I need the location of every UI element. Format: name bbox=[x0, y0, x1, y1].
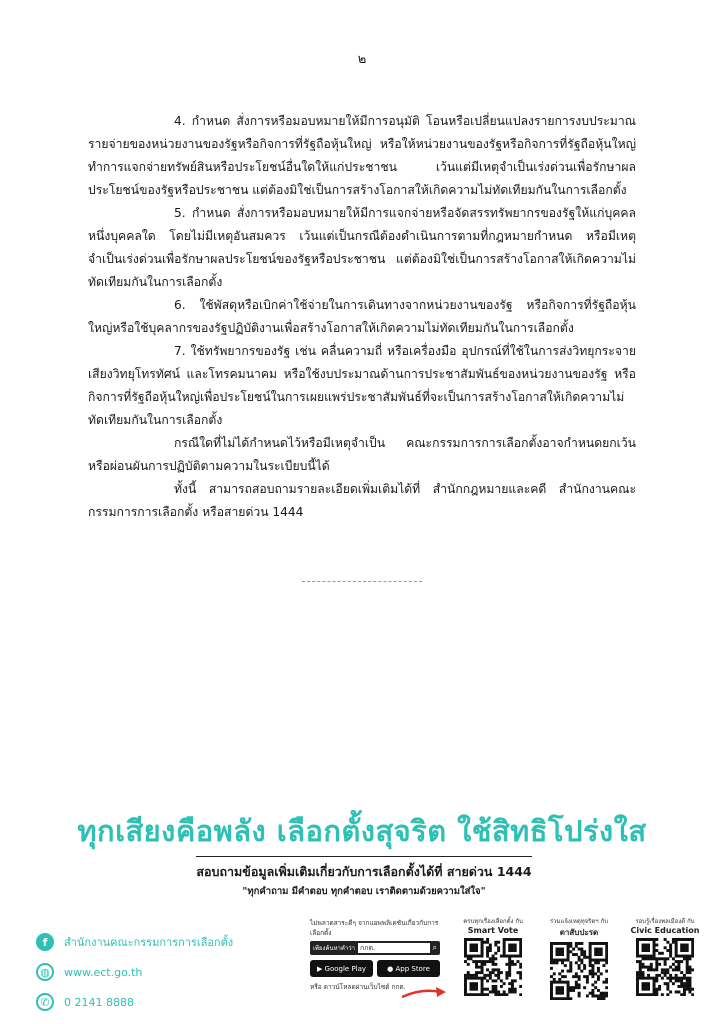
arrow-right-icon bbox=[400, 986, 448, 1000]
campaign-slogan: ทุกเสียงคือพลัง เลือกตั้งสุจริต ใช้สิทธิโปร่งใส bbox=[77, 814, 647, 848]
app-download-block bbox=[310, 918, 440, 992]
contact-list bbox=[36, 928, 233, 1018]
app-store-button[interactable] bbox=[377, 960, 440, 977]
paragraph-item-5: 5. กำหนด สั่งการหรือมอบหมายให้มีการแจกจ่ายหรือจัดสรรทรัพยากรของรัฐให้แก่บุคคลหนึ่งบุคคลใด โดยไม่มีเหตุอันสมควร เว้นแต่เป็นกรณีต้องดำเนินการตามที่กฎหมายกำหนด หรือมีเหตุจำเป็นเร่งด่วนเพื่อรักษาผลประโยชน์ของรัฐหรือประชาชน แต่ต้องมิใช่เป็นการสร้างโอกาสให้เกิดความไม่ทัดเทียมกันในการเลือกตั้ง bbox=[88, 206, 636, 289]
qr-app-name: ตาสับปะรด bbox=[559, 928, 599, 937]
qr-civic-education[interactable] bbox=[620, 918, 710, 996]
paragraph-exemption: กรณีใดที่ไม่ได้กำหนดไว้หรือมีเหตุจำเป็น คณะกรรมการการเลือกตั้งอาจกำหนดยกเว้นหรือผ่อนผันการปฏิบัติตามความในระเบียบนี้ได้ bbox=[88, 436, 636, 473]
store-buttons bbox=[310, 960, 440, 977]
app-search-input[interactable]: กกต. bbox=[358, 943, 430, 953]
download-caption: ไม่พลาดสาระดีๆ จากแอพพลิเคชันเกี่ยวกับการเลือกตั้ง bbox=[310, 919, 439, 937]
contact-facebook[interactable] bbox=[36, 928, 233, 956]
apple-icon: ● bbox=[387, 964, 396, 973]
facebook-icon: f bbox=[36, 933, 54, 951]
paragraph-item-7: 7. ใช้ทรัพยากรของรัฐ เช่น คลื่นความถี่ หรือเครื่องมือ อุปกรณ์ที่ใช้ในการส่งวิทยุกระจายเสียงวิทยุโทรทัศน์ และโทรคมนาคม หรือใช้งบประมาณด้านการประชาสัมพันธ์ของหน่วยงานของรัฐ หรือกิจการที่รัฐถือหุ้นใหญ่เพื่อประโยชน์ในการเผยแพร่ประชาสัมพันธ์ที่จะเป็นการสร้างโอกาสให้เกิดความไม่ทัดเทียมกันในการเลือกตั้ง bbox=[88, 344, 636, 427]
qr-app-name: Civic Education bbox=[630, 926, 700, 935]
hotline-quote: "ทุกคำถาม มีคำตอบ ทุกคำตอบ เราติดตามด้วยความใส่ใจ" bbox=[242, 886, 486, 897]
qr-smart-vote[interactable] bbox=[448, 918, 538, 996]
qr-code bbox=[636, 938, 694, 996]
contact-website[interactable] bbox=[36, 958, 233, 986]
qr-code bbox=[550, 942, 608, 1000]
download-web-text: หรือ ดาวน์โหลดผ่านเว็บไซต์ กกต. bbox=[310, 983, 406, 991]
qr-title: ครบทุกเรื่องเลือกตั้ง กับ bbox=[463, 918, 523, 925]
contact-phone[interactable] bbox=[36, 988, 233, 1016]
google-play-icon: ▶ bbox=[316, 964, 325, 973]
app-search-bar[interactable] bbox=[310, 941, 440, 955]
phone-icon: ✆ bbox=[36, 993, 54, 1011]
paragraph-item-6: 6. ใช้พัสดุหรือเบิกค่าใช้จ่ายในการเดินทางจากหน่วยงานของรัฐ หรือกิจการที่รัฐถือหุ้นใหญ่หรือใช้บุคลากรของรัฐปฏิบัติงานเพื่อสร้างโอกาสให้เกิดความไม่ทัดเทียมกันในการเลือกตั้ง bbox=[88, 298, 636, 335]
contact-facebook-text: สำนักงานคณะกรรมการการเลือกตั้ง bbox=[64, 936, 234, 949]
page-number: ๒ bbox=[357, 52, 367, 67]
search-icon: ⌕ bbox=[432, 943, 437, 952]
paragraph-contact: ทั้งนี้ สามารถสอบถามรายละเอียดเพิ่มเติมได้ที่ สำนักกฎหมายและคดี สำนักงานคณะกรรมการการเลือกตั้ง หรือสายด่วน 1444 bbox=[88, 482, 636, 519]
google-play-button[interactable] bbox=[310, 960, 373, 977]
contact-phone-text: 0 2141 8888 bbox=[64, 995, 134, 1009]
paragraph-item-4: 4. กำหนด สั่งการหรือมอบหมายให้มีการอนุมัติ โอนหรือเปลี่ยนแปลงรายการงบประมาณรายจ่ายของหน่วยงานของรัฐหรือกิจการที่รัฐถือหุ้นใหญ่ หรือให้หน่วยงานของรัฐหรือกิจการที่รัฐถือหุ้นใหญ่ทำการแจกจ่ายทรัพย์สินหรือประโยชน์อื่นใดให้แก่ประชาชน เว้นแต่มีเหตุจำเป็นเร่งด่วนเพื่อรักษาผลประโยชน์ของรัฐหรือประชาชน แต่ต้องมิใช่เป็นการสร้างโอกาสให้เกิดความไม่ทัดเทียมกันในการเลือกตั้ง bbox=[88, 114, 636, 197]
contact-website-text: www.ect.go.th bbox=[64, 965, 143, 979]
app-search-label: เพียงค้นหาคำว่า bbox=[313, 945, 356, 952]
qr-app-name: Smart Vote bbox=[467, 926, 519, 935]
google-play-label: Google Play bbox=[324, 964, 367, 973]
qr-ta-sapparot[interactable] bbox=[534, 918, 624, 1000]
qr-code bbox=[464, 938, 522, 996]
document-body bbox=[88, 110, 636, 524]
app-store-label: App Store bbox=[395, 964, 430, 973]
hotline-divider bbox=[196, 856, 532, 857]
separator-line bbox=[302, 581, 422, 582]
qr-title: รอบรู้เรื่องพลเมืองดี กับ bbox=[635, 918, 695, 925]
hotline-text: สอบถามข้อมูลเพิ่มเติมเกี่ยวกับการเลือกตั้งได้ที่ สายด่วน 1444 bbox=[196, 864, 532, 879]
globe-icon: ◍ bbox=[36, 963, 54, 981]
qr-title: ร่วมแจ้งเหตุทุจริตฯ กับ bbox=[549, 918, 609, 925]
